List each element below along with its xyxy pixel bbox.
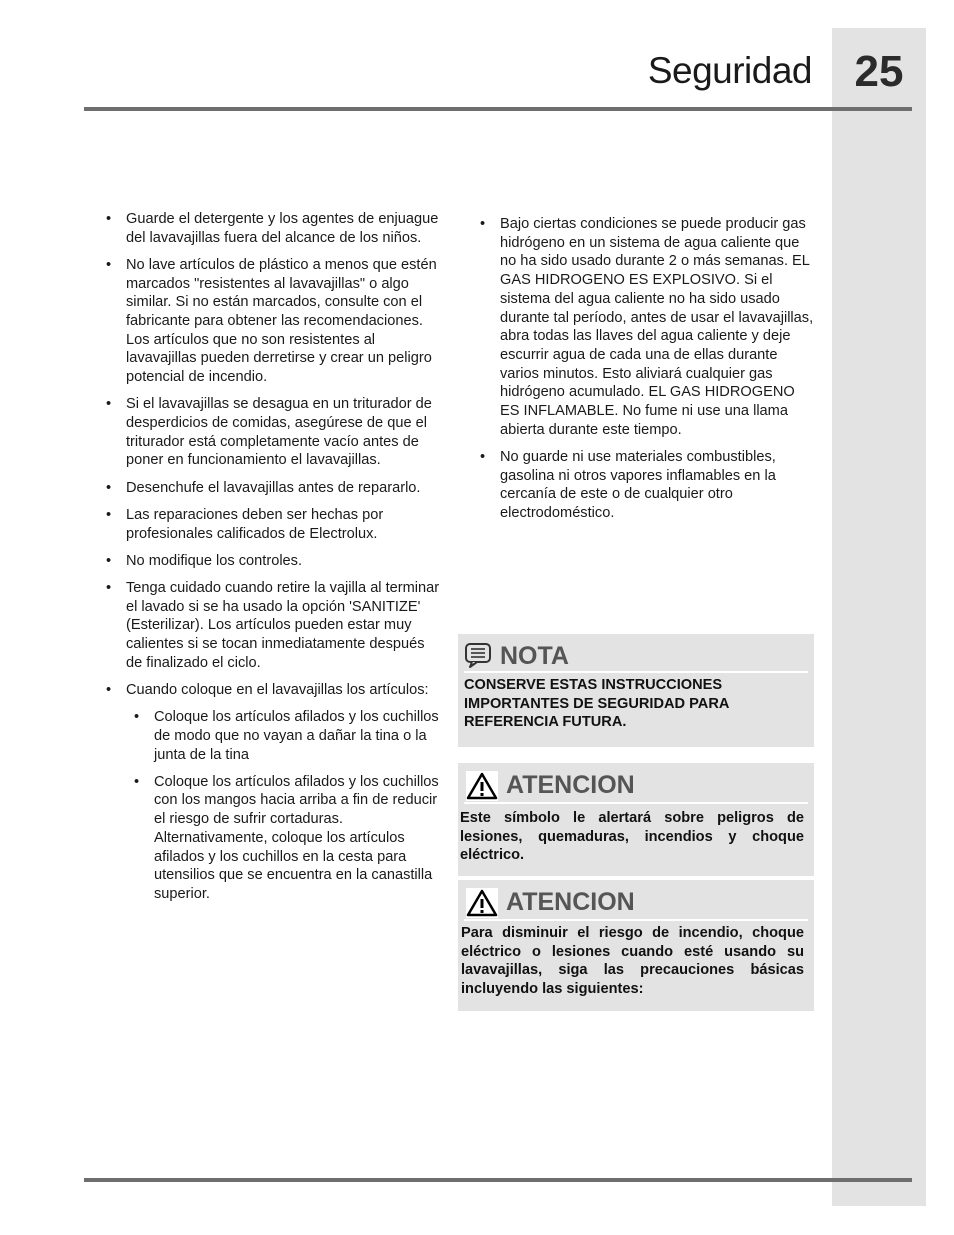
right-column [478, 215, 816, 531]
note-icon [464, 642, 494, 668]
list-item: • Tenga cuidado cuando retire la vajilla al terminar el lavado si se ha usado la opción 'SANITIZE' (Esterilizar). Los artículos pueden estar muy calientes si se tocan inmediatamente después de finalizado el ciclo. [104, 579, 440, 673]
nota-box [458, 634, 814, 747]
left-column [104, 210, 440, 912]
list-item: • Desenchufe el lavavajillas antes de repararlo. [104, 479, 440, 498]
safety-list [104, 210, 440, 904]
atencion-heading-2: ATENCION [506, 888, 635, 916]
atencion-heading-1: ATENCION [506, 771, 635, 799]
atencion-header-2 [464, 882, 808, 921]
header-rule [84, 107, 912, 111]
sub-list-item: • Coloque los artículos afilados y los cuchillos con los mangos hacia arriba a fin de reducir el riesgo de sufrir cortaduras. Alternativamente, coloque los artículos afilados y los cuchillos en la cesta para utensilios que se encuentra en la canastilla superior. [132, 773, 440, 904]
nota-header [464, 634, 808, 673]
list-item: • No guarde ni use materiales combustibles, gasolina ni otros vapores inflamables en la cercanía de este o de cualquier otro electrodoméstico. [478, 448, 816, 523]
loading-sub-list [132, 708, 440, 904]
atencion-header-1 [464, 765, 808, 804]
warning-triangle-icon [466, 771, 498, 801]
list-item-loading [104, 681, 440, 904]
safety-list-right [478, 215, 816, 523]
nota-text: CONSERVE ESTAS INSTRUCCIONES IMPORTANTES DE SEGURIDAD PARA REFERENCIA FUTURA. [464, 677, 729, 731]
list-item: • Guarde el detergente y los agentes de enjuague del lavavajillas fuera del alcance de los niños. [104, 210, 440, 247]
list-item: • Las reparaciones deben ser hechas por profesionales calificados de Electrolux. [104, 506, 440, 543]
nota-heading: NOTA [500, 642, 569, 670]
list-item: • Si el lavavajillas se desagua en un triturador de desperdicios de comidas, asegúrese de que el triturador está completamente vacío antes de poner en funcionamiento el lavavajillas. [104, 395, 440, 470]
atencion-box-2 [458, 880, 814, 1011]
list-item-text: Cuando coloque en el lavavajillas los artículos: [126, 681, 429, 698]
list-item: • No lave artículos de plástico a menos que estén marcados "resistentes al lavavajillas" o algo similar. Si no están marcados, consulte con el fabricante para obtener las recomendaciones. Los artículos que no son resistentes al lavavajillas pueden derretirse y crear un peligro potencial de incendio. [104, 256, 440, 387]
page-title: Seguridad [647, 50, 812, 91]
side-tab [832, 28, 926, 1206]
footer-rule [84, 1178, 912, 1182]
atencion-box-1 [458, 763, 814, 876]
atencion-text-2: Para disminuir el riesgo de incendio, choque eléctrico o lesiones cuando esté usando su lavavajillas, siga las precauciones básicas incluyendo las siguientes: [461, 925, 804, 997]
page-number: 25 [854, 47, 904, 96]
sub-list-item: • Coloque los artículos afilados y los cuchillos de modo que no vayan a dañar la tina o la junta de la tina [132, 708, 440, 764]
atencion-text-1: Este símbolo le alertará sobre peligros de lesiones, quemaduras, incendios y choque eléctrico. [460, 810, 804, 864]
warning-triangle-icon [466, 888, 498, 918]
list-item: • No modifique los controles. [104, 552, 440, 571]
list-item: • Bajo ciertas condiciones se puede producir gas hidrógeno en un sistema de agua caliente que no ha sido usado durante 2 o más semanas. EL GAS HIDROGENO ES EXPLOSIVO. Si el sistema del agua caliente no ha sido usado durante tal período, antes de usar el lavavajillas, abra todas las llaves del agua caliente y deje escurrir agua de cada una de ellas durante varios minutos. Esto aliviará cualquier gas hidrógeno acumulado. EL GAS HIDROGENO ES INFLAMABLE. No fume ni use una llama abierta durante este tiempo. [478, 215, 816, 439]
